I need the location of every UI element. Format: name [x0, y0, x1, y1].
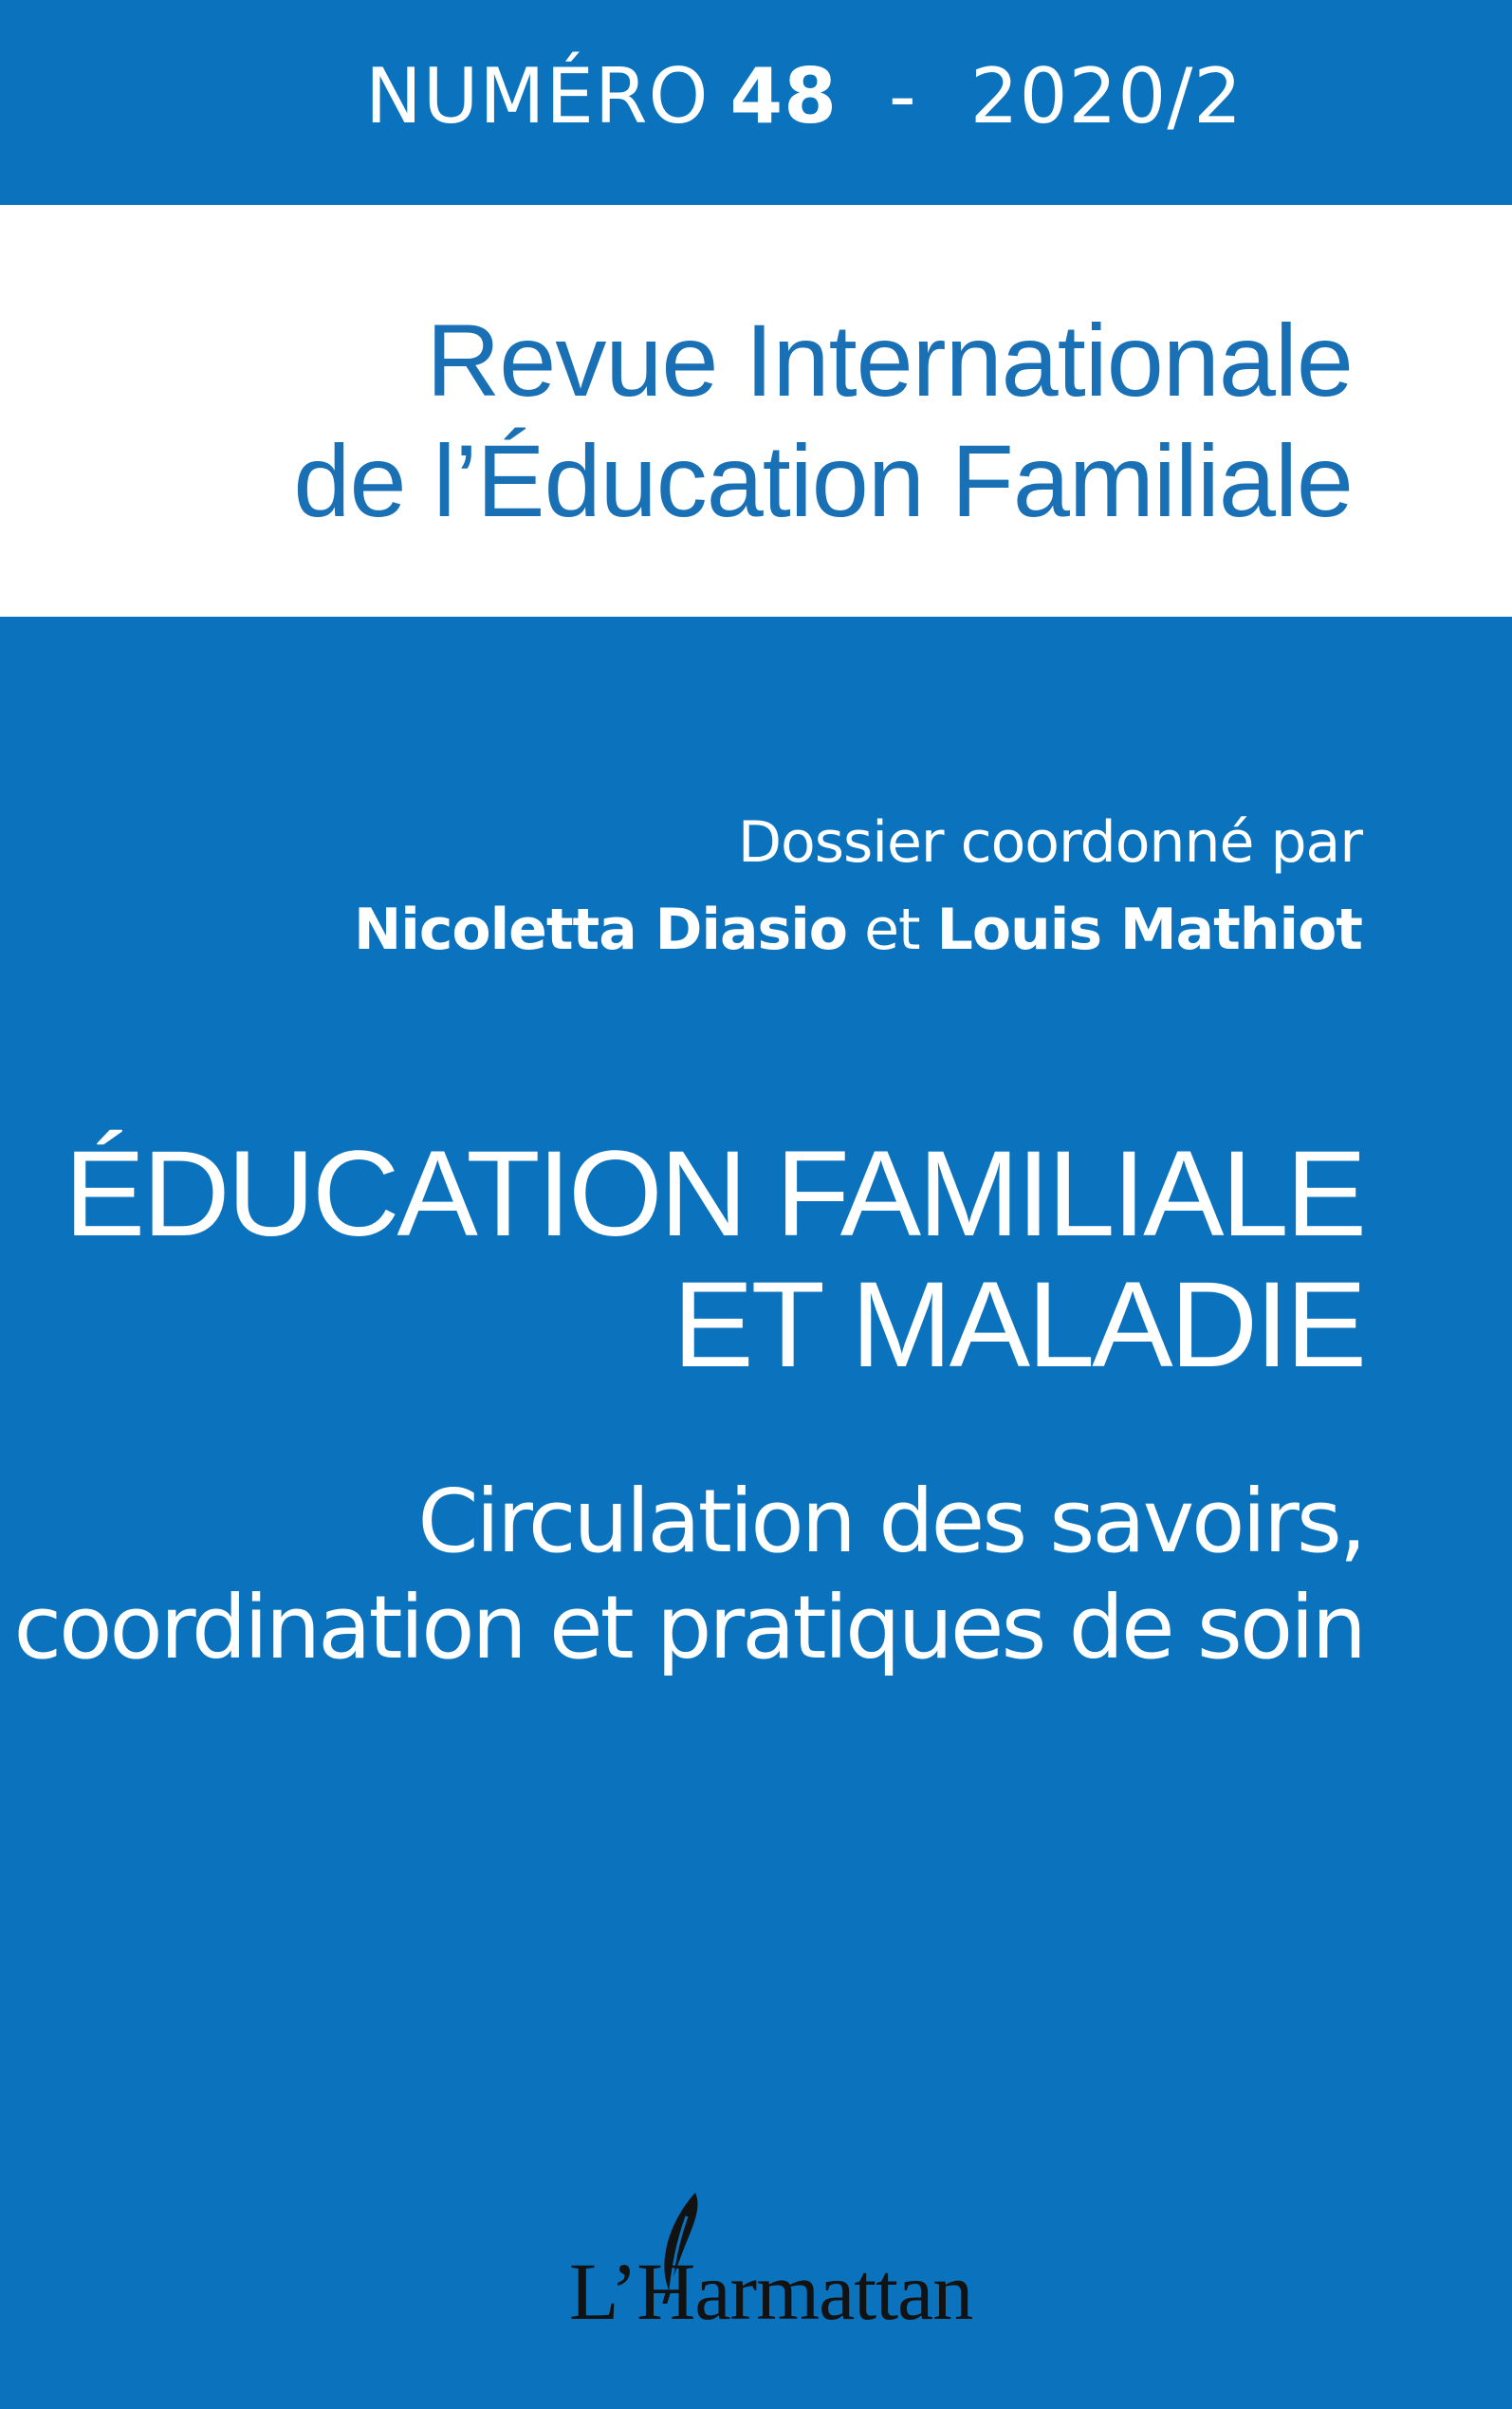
editor-name-1: Nicoletta Diasio — [354, 897, 847, 963]
issue-label: NUMÉRO — [365, 52, 710, 140]
issue-separator: - — [888, 52, 917, 140]
publisher-name: L’Harmattan — [569, 2246, 973, 2337]
journal-title-line-1: Revue Internationale — [426, 303, 1353, 417]
publisher-logo — [569, 2190, 973, 2337]
journal-title-line-2: de l’Éducation Familiale — [293, 423, 1353, 539]
subtitle-line-1: Circulation des savoirs, — [417, 1471, 1364, 1572]
editor-conjunction: et — [864, 897, 920, 963]
main-title-line-1: ÉDUCATION FAMILIALE — [64, 1126, 1364, 1262]
issue-subtitle — [14, 1469, 1364, 1681]
issue-line — [365, 52, 1244, 140]
subtitle-line-2: coordination et pratiques de soin — [13, 1577, 1364, 1679]
issue-number: 48 — [729, 52, 838, 140]
issue-header — [0, 0, 1512, 205]
issue-main-title — [64, 1126, 1364, 1394]
dossier-credit — [354, 811, 1362, 961]
issue-year: 2020/2 — [969, 52, 1244, 140]
dossier-editors — [354, 899, 1362, 961]
editor-name-2: Louis Mathiot — [936, 897, 1362, 963]
journal-title — [293, 300, 1353, 542]
dossier-intro: Dossier coordonné par — [737, 809, 1362, 876]
journal-title-band — [0, 205, 1512, 617]
main-title-line-2: ET MALADIE — [673, 1257, 1364, 1394]
